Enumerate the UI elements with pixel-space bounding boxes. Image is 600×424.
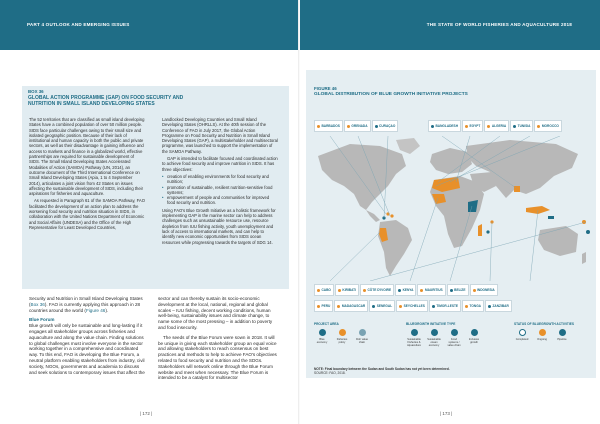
text-span: Security and Nutrition in Small Island Developing States ( <box>29 296 143 307</box>
legend-title: BLUEGROWTH INITIATIVE TYPE <box>406 322 456 326</box>
status-dot <box>337 305 340 308</box>
legend-group-initiative-type <box>406 322 482 347</box>
country-name: KIRIBATI <box>342 288 356 292</box>
legend-label: Pipeline <box>557 337 567 341</box>
country-label <box>470 284 498 296</box>
body-paragraph: sector and can thereby sustain its socio-economic development at the local, national, regional and global scales – IUU fishing, decent working conditions, human well-being, sustainability issues and climate change, to name some of the most pressing – in addition to poverty and food insecurity. <box>158 296 273 330</box>
status-dot <box>317 305 320 308</box>
status-dot <box>465 305 468 308</box>
right-page-number: | 173 | <box>440 411 453 416</box>
food-icon <box>451 329 458 336</box>
legend-label: Inclusive growth <box>468 337 480 344</box>
country-name: INDONESIA <box>477 288 495 292</box>
status-dot <box>399 305 402 308</box>
status-dot <box>488 305 491 308</box>
list-item: • promotion of sustainable, resilient nutrition-sensitive food systems; <box>162 185 278 196</box>
country-name: TONGA <box>469 304 481 308</box>
box-title: GLOBAL ACTION PROGRAMME (GAP) ON FOOD SECURITY AND NUTRITION IN SMALL ISLAND DEVELOPING STATES <box>28 95 184 107</box>
right-page <box>300 0 600 424</box>
status-dot <box>338 289 341 292</box>
legend-item <box>314 329 330 344</box>
country-name: MAURITIUS <box>424 288 443 292</box>
top-right-labels <box>428 120 562 132</box>
bottom-labels-row-2 <box>314 300 512 312</box>
country-label <box>428 120 461 132</box>
legend-label: Food systems / value chain <box>447 337 461 347</box>
country-label <box>314 300 333 312</box>
people-icon <box>471 329 478 336</box>
country-label <box>485 300 512 312</box>
body-column-2 <box>158 296 280 381</box>
status-dot <box>398 289 401 292</box>
country-label <box>335 284 359 296</box>
country-label <box>314 120 343 132</box>
country-name: ZANZIBAR <box>492 304 509 308</box>
left-running-head: PART 4 OUTLOOK AND EMERGING ISSUES <box>27 22 130 27</box>
completed-icon <box>519 329 526 336</box>
legend-label: Ongoing <box>537 337 547 341</box>
status-dot <box>473 289 476 292</box>
country-name: CURAÇAO <box>379 124 396 128</box>
legend-item <box>406 329 422 347</box>
status-dot <box>317 289 320 292</box>
europe-shape <box>430 148 472 174</box>
top-left-labels <box>314 120 398 132</box>
box-column-1 <box>29 117 145 232</box>
legend-item <box>426 329 442 347</box>
legend-label: Sustainable Fisheries & Aquaculture <box>407 337 421 347</box>
list-item: • creation of enabling environments for food security and nutrition; <box>162 174 278 185</box>
status-dot <box>347 125 350 128</box>
country-name: TIMOR-LESTE <box>436 304 459 308</box>
text-span: ). <box>105 307 109 313</box>
box-paragraph: Landlocked Developing Countries and Small Island Developing States (OHRLLS). At the 40th session of the Conference of FAO in July 2017, the Global Action Programme on Food Security and Nutrition in Small Island Developing States (GAP), a multistakeholder and multisectoral programme, was launched to support the implementation of the SAMOA Pathway. <box>162 117 278 154</box>
country-label <box>396 300 428 312</box>
country-name: CABO <box>321 288 331 292</box>
pacific-island-marker <box>586 230 590 234</box>
legend-label: Fisheries policy <box>336 337 348 344</box>
bangladesh-highlight <box>514 186 520 192</box>
country-name: ALGERIA <box>491 124 507 128</box>
country-name: SENEGAL <box>376 304 393 308</box>
box-paragraph: GAP is intended to facilitate focused and coordinated action to achieve food security and improve nutrition in SIDS. It has three objectives: <box>162 156 278 172</box>
legend-label: Blue economy <box>316 337 328 344</box>
box-paragraph: Using FAO's Blue Growth Initiative as a holistic framework for implementing GAP in the marine sector can help to address challenges such as unsustainable resource use, resource depletion from IUU fishing activity, youth unemployment and lack of access to international markets, and can help to identify new economic opportunities from SIDS ocean resources while progressing towards the targets of SDG 14. <box>162 207 276 245</box>
status-dot <box>465 125 468 128</box>
wave-icon <box>431 329 438 336</box>
legend-item <box>514 329 530 341</box>
timor-shape <box>548 216 554 219</box>
country-label <box>417 284 445 296</box>
bottom-labels-row-1 <box>314 284 498 296</box>
legend-label: Fish value chain <box>356 337 368 344</box>
central-america-shape <box>366 210 380 222</box>
madagascar-shape <box>478 224 482 236</box>
figure-tag: FIGURE 46 <box>314 86 337 91</box>
world-map <box>310 136 591 281</box>
country-label <box>510 120 533 132</box>
legend-group-status <box>514 322 574 341</box>
figure-title: GLOBAL DISTRIBUTION OF BLUE GROWTH INITIATIVE PROJECTS <box>314 92 468 97</box>
figure-46-link[interactable]: Figure 46 <box>85 307 106 313</box>
box-36-link[interactable]: Box 36 <box>30 301 45 307</box>
status-dot <box>317 125 320 128</box>
status-dot <box>537 125 540 128</box>
country-label <box>395 284 416 296</box>
legend-group-project-area <box>314 322 370 344</box>
blue-economy-icon <box>319 329 326 336</box>
status-dot <box>420 289 423 292</box>
legend-item <box>534 329 550 341</box>
north-america-shape <box>318 144 406 210</box>
body-paragraph: The seeds of the Blue Forum were sown in 2018. It will be unique in giving each stakeholder group an equal voice and allowing stakeholders to reach consensus on best practices and methods to help to achieve FAO's objectives related to food security and nutrition and the SDGs. Stakeholders will network online through the Blue Forum website and meet when necessary. The Blue Forum is intended to be a catalyst for multisector <box>158 334 277 381</box>
legend-label: Sustainable ocean economy <box>427 337 441 347</box>
legend-item <box>446 329 462 347</box>
country-label <box>484 120 509 132</box>
status-dot <box>375 125 378 128</box>
box-paragraph: The 52 territories that are classified as small island developing States have a combined population of over 50 million people. SIDS face particular challenges owing to their small size and isolated geographic position. Because of their lack of institutional and human capacity in both the public and private sectors, as well as their disadvantage in gaining influence and access to markets and finance in a globalized world, effective partnerships are required for sustainable development of SIDS. The Small Island Developing States Accelerated Modalities of Action (SAMOA) Pathway (UN, 2014), an outcome document of the Third International Conference on Small Island Developing States (Apia, 1 to 4 September 2014), articulates a joint vision from 42 States on issues affecting the sustainable development of SIDS, including their aspirations for fisheries and aquaculture. <box>29 117 145 197</box>
legend-label: Completed <box>515 337 529 341</box>
box-tag: BOX 36 <box>28 89 44 94</box>
country-label <box>360 284 394 296</box>
country-name: EGYPT <box>469 124 481 128</box>
body-paragraph: Blue growth will only be sustainable and long-lasting if it engages all stakeholder groups across fisheries and aquaculture and along the value chain. Finding solutions to global challenges must involve everyone in the sector working together in a comprehensive and coordinated way. To this end, FAO is developing the Blue Forum, a neutral platform enabling stakeholders from industry, civil society, NGOs, governments and academia to discuss and seek solutions to contemporary issues that affect the <box>29 323 145 375</box>
legend-item <box>554 329 570 341</box>
country-name: TUNISIA <box>517 124 531 128</box>
box-heading <box>22 86 192 112</box>
objectives-list <box>162 174 278 206</box>
country-name: PERU <box>321 304 331 308</box>
country-label <box>369 300 395 312</box>
value-chain-icon <box>359 329 366 336</box>
country-name: KENYA <box>402 288 414 292</box>
country-label <box>344 120 371 132</box>
left-header-bar <box>0 0 300 50</box>
country-label <box>447 284 469 296</box>
caribbean-marker <box>390 214 393 217</box>
figure-source: SOURCE: FAO, 2018. <box>314 371 346 375</box>
list-item: • empowerment of people and communities for improved food security and nutrition. <box>162 195 278 206</box>
figure-legend <box>314 322 584 362</box>
subheading-blue-forum: Blue Forum <box>29 317 55 323</box>
figure-notes <box>314 367 584 375</box>
country-name: MADAGASCAR <box>341 304 366 308</box>
box-paragraph: As requested in Paragraph 61 of the SAMOA Pathway, FAO facilitated the development of an action plan to address the worsening food security and nutrition situation in SIDS, in collaboration with the United Nations Department of Economic and Social Affairs (UNDESA) and the Office of the High Representative for Least Developed Countries, <box>29 198 145 230</box>
status-dot <box>487 125 490 128</box>
indian-ocean-marker <box>486 230 489 233</box>
country-label <box>334 300 368 312</box>
country-label <box>462 300 484 312</box>
text-span: ). FAO is currently applying this approach in 28 countries around the world ( <box>29 301 141 313</box>
greenland-shape <box>396 138 420 154</box>
status-dot <box>372 305 375 308</box>
box-column-2 <box>162 117 278 247</box>
body-column-1 <box>29 296 147 375</box>
legend-item <box>354 329 370 344</box>
legend-title: PROJECT AREA <box>314 322 339 326</box>
status-dot <box>513 125 516 128</box>
status-dot <box>363 289 366 292</box>
ongoing-icon <box>539 329 546 336</box>
country-label <box>534 120 562 132</box>
status-dot <box>450 289 453 292</box>
fisheries-policy-icon <box>339 329 346 336</box>
country-name: CÔTE D'IVOIRE <box>367 288 392 292</box>
legend-item <box>466 329 482 347</box>
country-name: BARBADOS <box>321 124 340 128</box>
right-running-head: THE STATE OF WORLD FISHERIES AND AQUACULTURE 2018 <box>426 22 572 27</box>
country-name: BANGLADESH <box>435 124 458 128</box>
country-name: MOROCCO <box>541 124 559 128</box>
legend-title: STATUS OF BLUEGROWTH ACTIVITIES <box>514 322 574 326</box>
country-label <box>462 120 483 132</box>
australia-shape <box>538 226 578 256</box>
figure-note: NOTE: Final boundary between the Sudan and South Sudan has not yet been determined. <box>314 367 450 371</box>
country-name: SEYCHELLES <box>403 304 425 308</box>
country-name: GRENADA <box>351 124 368 128</box>
status-dot <box>431 125 434 128</box>
right-header-bar <box>300 0 600 50</box>
body-paragraph <box>29 296 147 313</box>
pipeline-icon <box>559 329 566 336</box>
country-label <box>314 284 334 296</box>
country-label <box>429 300 461 312</box>
fish-icon <box>411 329 418 336</box>
legend-item <box>334 329 350 344</box>
status-dot <box>432 305 435 308</box>
country-name: BELIZE <box>454 288 466 292</box>
country-label <box>372 120 399 132</box>
new-zealand-shape <box>582 252 586 264</box>
left-page-number: | 172 | <box>140 411 153 416</box>
